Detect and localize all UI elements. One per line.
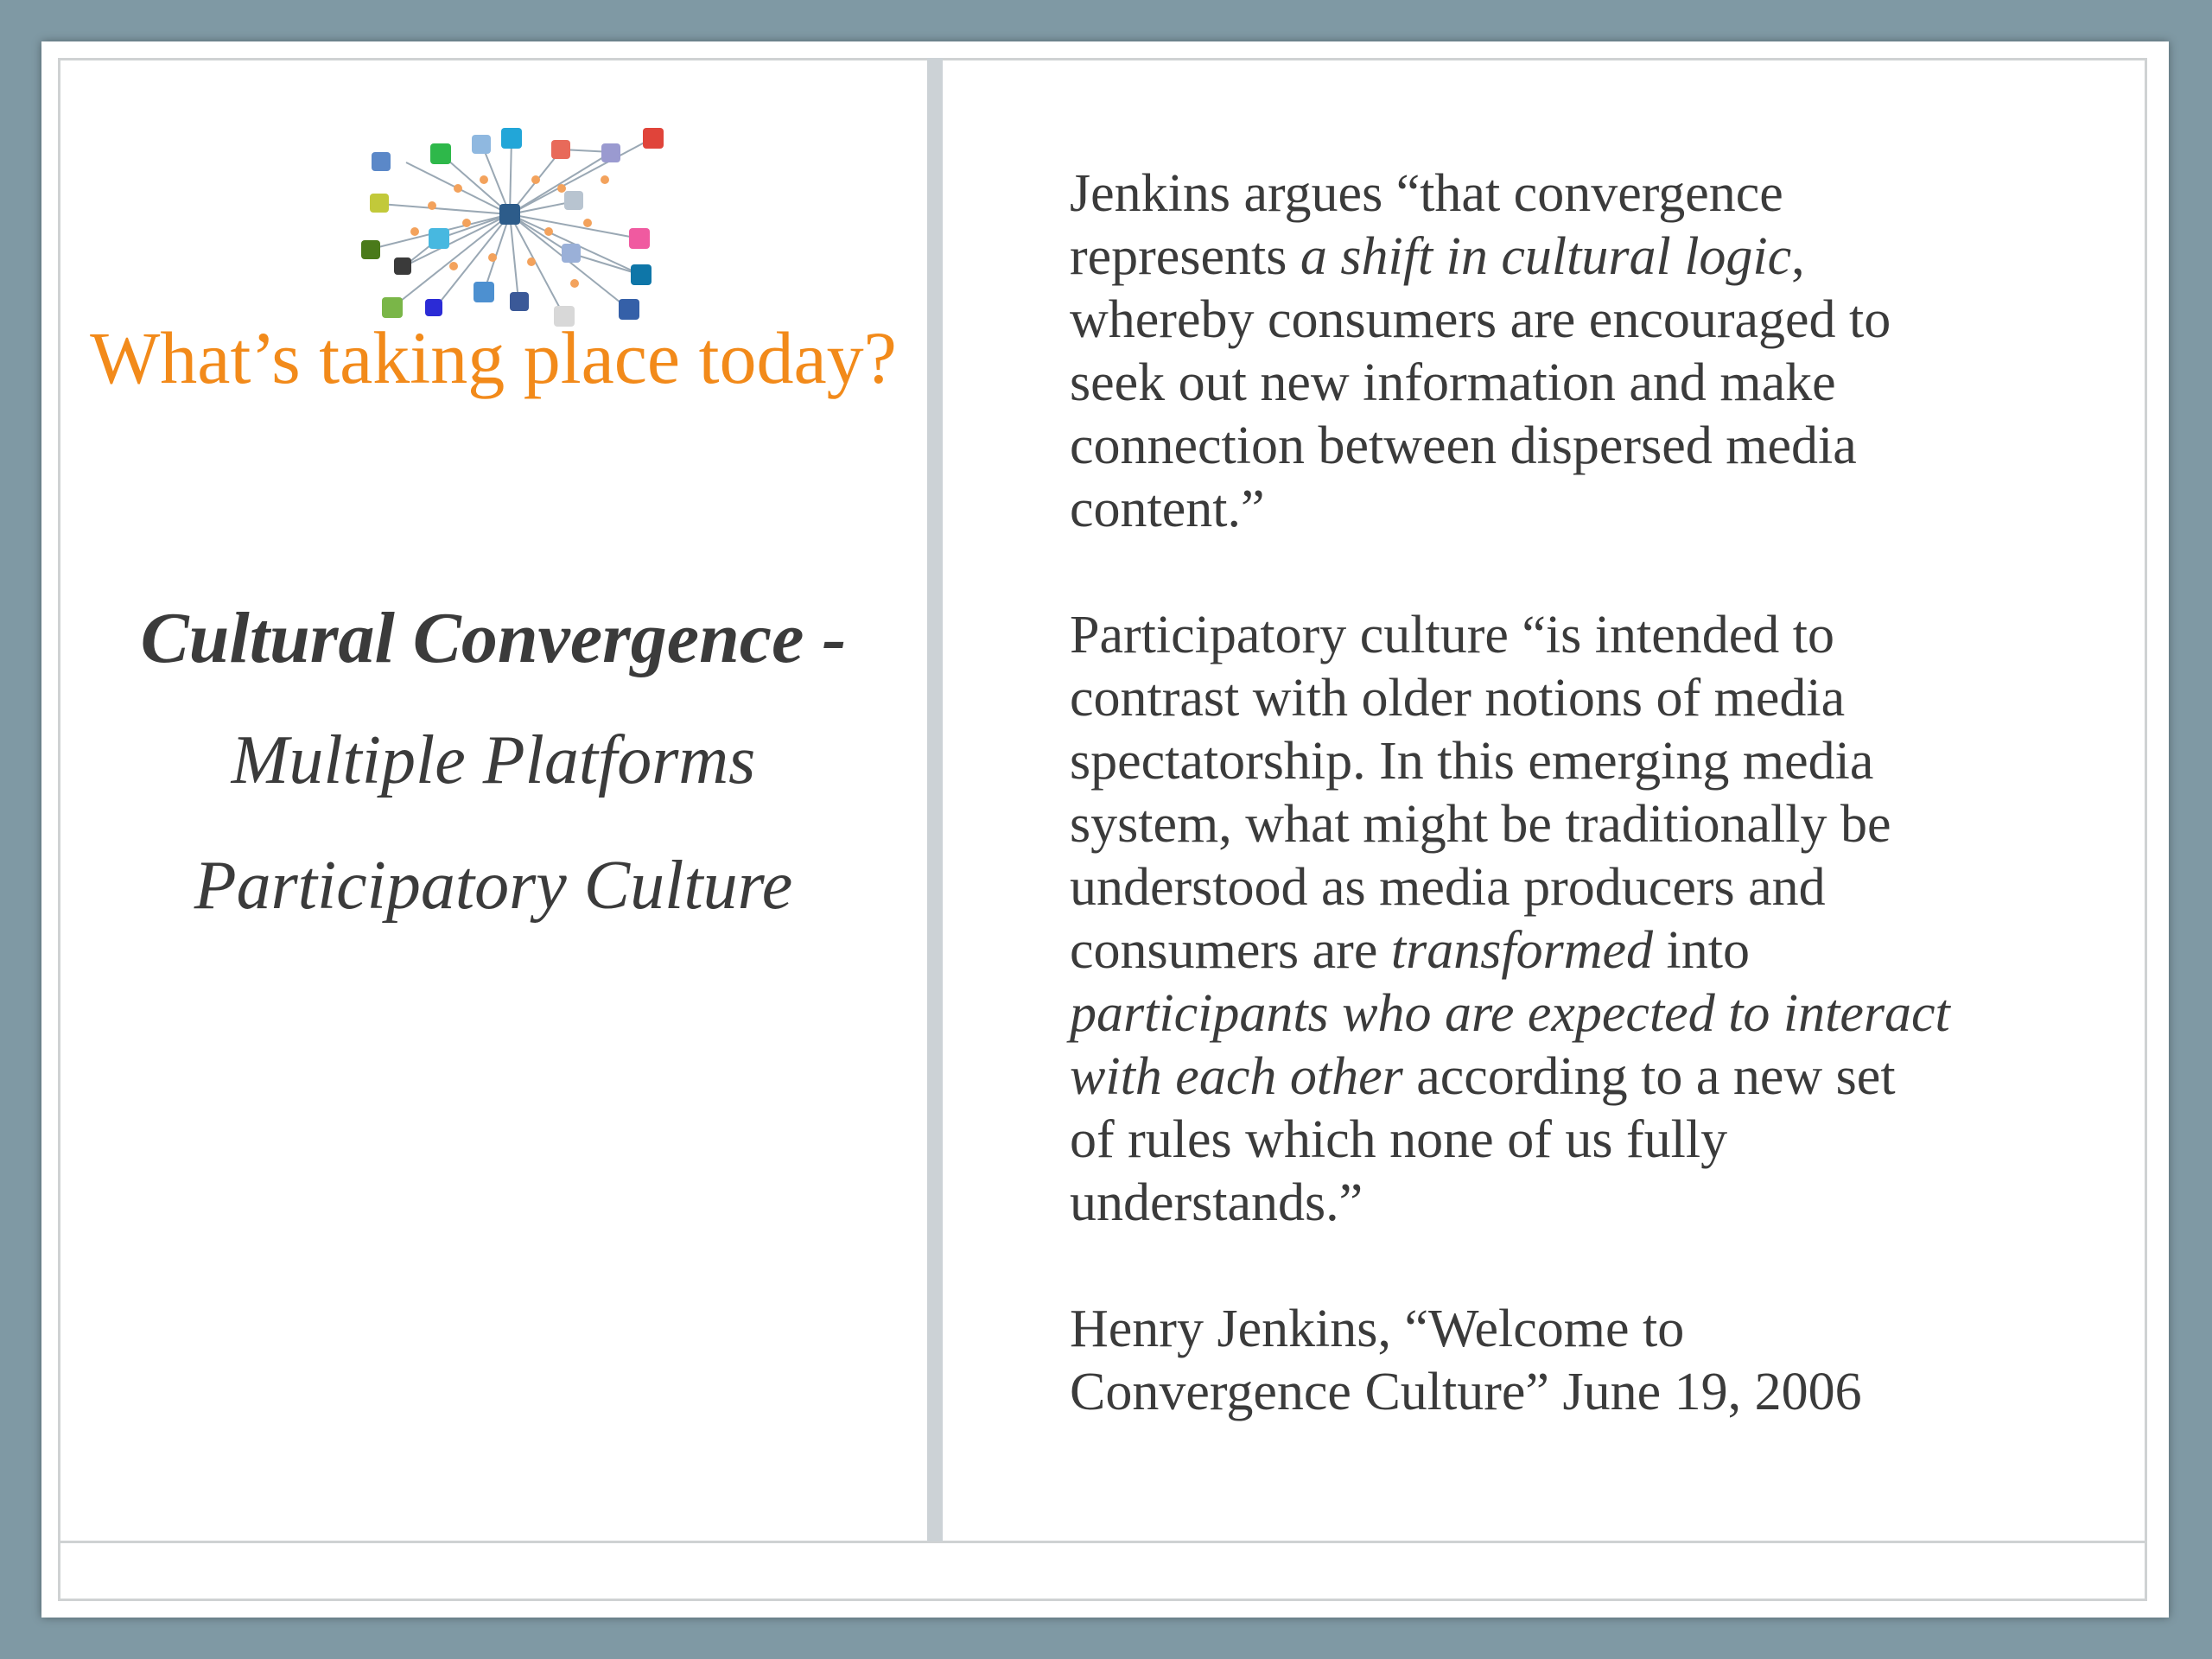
- participatory-culture-label: Participatory Culture: [194, 848, 793, 924]
- quote-1-text-a: Jenkins argues “that convergence represents: [1070, 164, 1783, 286]
- slide: [41, 41, 2169, 1618]
- citation: Henry Jenkins, “Welcome to Convergence Culture” June 19, 2006: [1070, 1300, 1862, 1421]
- quote-2-text-b: into: [1666, 921, 1750, 980]
- quote-2-text-a: Participatory culture “is intended to contrast with older notions of media spectatorship. In this emerging media system, what might be traditionally be understood as media producers and consumers are: [1070, 606, 1891, 980]
- quote-paragraph-2: [1070, 604, 2107, 1235]
- left-panel: [60, 60, 926, 1521]
- quote-1-emphasis: a shift in cultural logic: [1300, 227, 1792, 286]
- quote-2-text-c: according to a new set of rules which none of us fully understands.”: [1070, 1047, 1896, 1232]
- footer-rule: [60, 1541, 2145, 1543]
- column-divider: [927, 58, 943, 1541]
- social-media-network-icon: [354, 128, 683, 327]
- multiple-platforms-label: Multiple Platforms: [231, 722, 756, 798]
- quote-2-emphasis-2: participants who are expected to interact with each other: [1070, 984, 1950, 1106]
- slide-heading: What’s taking place today?: [90, 316, 897, 399]
- quote-2-emphasis-1: transformed: [1390, 921, 1653, 980]
- right-panel: [1070, 162, 2107, 1424]
- quote-1-text-b: , whereby consumers are encouraged to seek out new information and make connection between dispersed media content.”: [1070, 227, 1891, 538]
- cultural-convergence-label: Cultural Convergence -: [140, 598, 847, 678]
- quote-paragraph-1: [1070, 162, 2107, 541]
